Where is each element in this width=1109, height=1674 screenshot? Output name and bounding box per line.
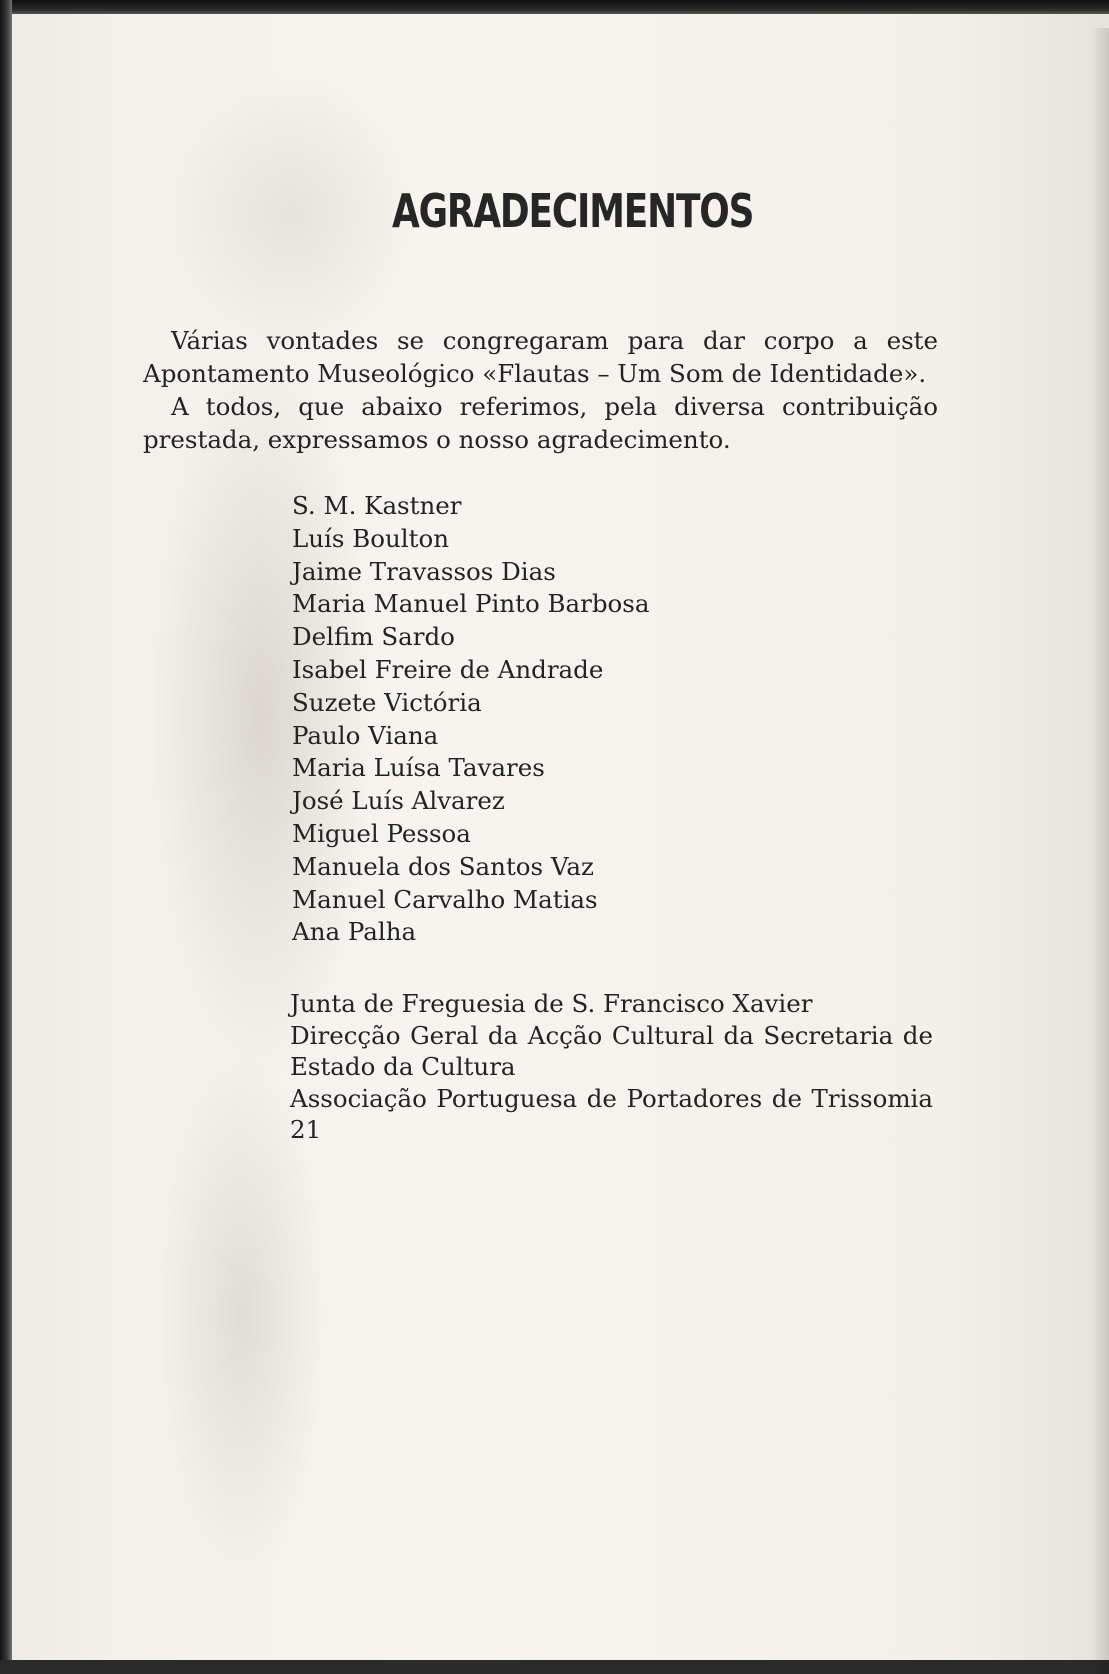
list-item: Jaime Travassos Dias: [292, 556, 556, 586]
list-item: Associação Portuguesa de Portadores de Trissomia 21: [290, 1083, 933, 1144]
scan-left-edge: [0, 0, 12, 1660]
list-item: Junta de Freguesia de S. Francisco Xavier: [290, 989, 813, 1018]
page-right-shadow: [1091, 28, 1109, 1674]
intro-paragraph-2: A todos, que abaixo referimos, pela diversa contribuição prestada, expressamos o nosso agradecimento.: [143, 392, 938, 454]
list-item: Manuela dos Santos Vaz: [292, 851, 594, 881]
document-page: [12, 14, 1109, 1660]
list-item: S. M. Kastner: [292, 491, 462, 520]
list-item: Direcção Geral da Acção Cultural da Secretaria de Estado da Cultura: [290, 1020, 933, 1081]
list-item: Luís Boulton: [292, 523, 449, 553]
intro-text: [143, 324, 938, 456]
list-item: Maria Luísa Tavares: [292, 753, 545, 783]
organizations-list: [290, 988, 933, 1146]
list-item: Maria Manuel Pinto Barbosa: [292, 589, 650, 619]
list-item: Isabel Freire de Andrade: [292, 654, 604, 684]
page-title: AGRADECIMENTOS: [392, 184, 754, 238]
scan-top-edge: [0, 0, 1109, 14]
list-item: Manuel Carvalho Matias: [292, 884, 598, 914]
list-item: Suzete Victória: [292, 687, 482, 717]
list-item: Paulo Viana: [292, 720, 439, 750]
list-item: Ana Palha: [292, 917, 417, 947]
people-list: [292, 490, 649, 949]
intro-paragraph-1: Várias vontades se congregaram para dar corpo a este Apontamento Museológico «Flautas – Um Som de Identidade».: [143, 326, 938, 388]
list-item: José Luís Alvarez: [292, 786, 505, 816]
list-item: Miguel Pessoa: [292, 818, 471, 848]
list-item: Delfim Sardo: [292, 622, 455, 652]
